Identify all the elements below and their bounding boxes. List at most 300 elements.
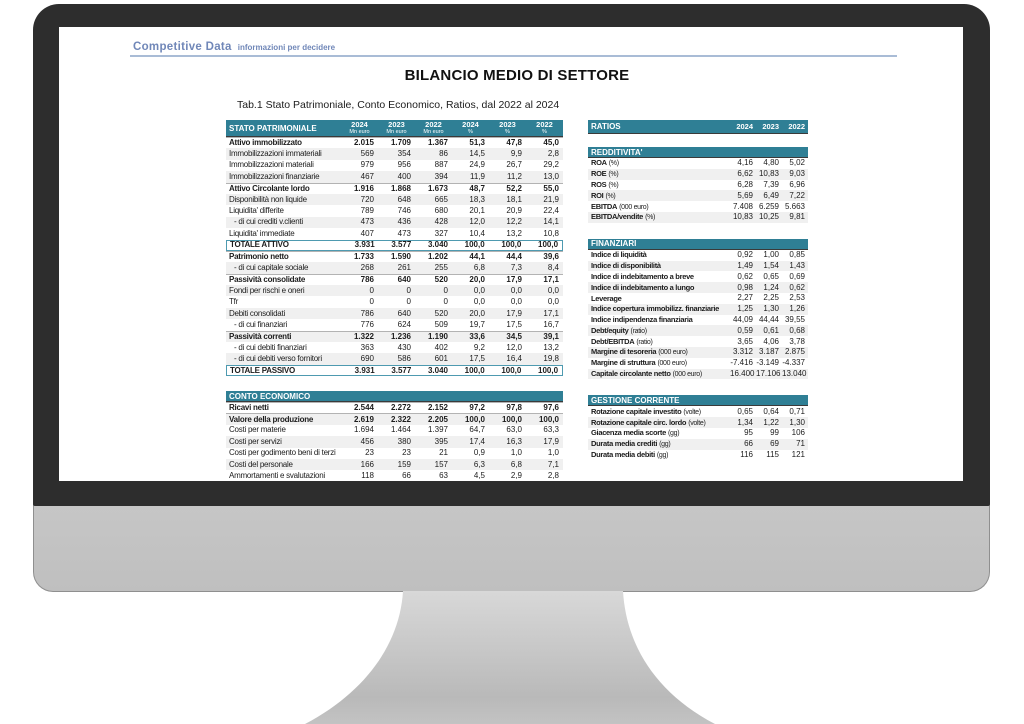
cell-value: 0: [443, 285, 448, 295]
table-row: [588, 271, 808, 282]
row-label-suffix: (gg): [659, 441, 671, 449]
table-row: [588, 261, 808, 272]
cell-value: 17,1: [543, 274, 559, 284]
row-label-suffix: (%): [645, 214, 656, 222]
row-label: Tfr: [229, 297, 239, 307]
cell-value: 1.397: [427, 425, 448, 435]
row-label: Patrimonio netto: [229, 252, 289, 262]
unit-label: %: [542, 128, 547, 135]
cell-value: 17,5: [469, 354, 485, 364]
cell-value: 20,9: [506, 206, 522, 216]
cell-value: 3.040: [427, 365, 449, 375]
cell-value: 0,62: [737, 271, 753, 281]
row-label-text: Durata media crediti: [591, 439, 658, 449]
cell-value: 2.875: [784, 347, 805, 357]
cell-value: 11,2: [507, 171, 522, 181]
cell-value: 268: [360, 262, 374, 272]
cell-value: 430: [397, 342, 411, 352]
stato-patrimoniale-table: [226, 120, 563, 376]
row-label: [588, 203, 730, 211]
row-label-suffix: (%): [608, 160, 619, 168]
cell-value: 7,39: [763, 179, 779, 189]
cell-value: 601: [434, 354, 448, 364]
cell-value: 16,4: [506, 354, 522, 364]
row-label-text: Indice di indebitamento a lungo: [591, 282, 695, 292]
cell-value: 4,80: [763, 158, 779, 168]
cell-value: 3.312: [732, 347, 753, 357]
header-rule: [130, 55, 897, 57]
cell-value: 0,69: [789, 271, 805, 281]
cell-value: 665: [434, 194, 448, 204]
cell-value: 63,0: [506, 425, 522, 435]
cell-value: 100,0: [538, 414, 559, 424]
cell-value: 6,8: [510, 459, 522, 469]
row-label-suffix: (volte): [683, 408, 701, 416]
row-label-suffix: (gg): [668, 430, 680, 438]
year-label: 2024: [351, 120, 368, 129]
cell-value: 21,9: [543, 194, 559, 204]
cell-value: 0,0: [547, 297, 559, 307]
section-title: GESTIONE CORRENTE: [591, 395, 680, 405]
cell-value: 8,4: [547, 262, 559, 272]
row-label-text: Indice di liquidità: [591, 250, 647, 260]
cell-value: 1,30: [763, 304, 779, 314]
cell-value: 23: [365, 448, 374, 458]
table-row: [226, 448, 563, 459]
cell-value: 1,26: [789, 304, 805, 314]
cell-value: 2.544: [353, 403, 374, 413]
cell-value: 6,96: [789, 179, 805, 189]
row-label-text: Rotazione capitale investito: [591, 406, 682, 416]
row-label: Disponibilità non liquide: [229, 194, 307, 204]
cell-value: 5.663: [784, 201, 805, 211]
cell-value: 0,0: [473, 285, 485, 295]
cell-value: 1,0: [510, 448, 522, 458]
cell-value: 9,2: [473, 342, 485, 352]
table-row: [226, 137, 563, 148]
cell-value: 13,2: [506, 228, 522, 238]
cell-value: 0,59: [737, 325, 753, 335]
row-label-text: Indice di indebitamento a breve: [591, 272, 694, 282]
row-label: Costi del personale: [229, 459, 293, 469]
cell-value: 1.694: [353, 425, 374, 435]
year-label: 2023: [762, 122, 779, 131]
row-label: [588, 451, 730, 459]
conto-economico-table: [226, 391, 563, 481]
section-header: [588, 147, 808, 158]
cell-value: 34,5: [506, 331, 522, 341]
cell-value: 6,28: [737, 179, 753, 189]
cell-value: 789: [360, 206, 374, 216]
cell-value: 52,2: [506, 183, 522, 193]
table-row: [226, 148, 563, 159]
cell-value: 44,44: [758, 314, 779, 324]
cell-value: 4,06: [763, 336, 779, 346]
table-row: [226, 183, 563, 194]
conto-economico-header: [226, 391, 563, 402]
cell-value: 1.322: [353, 331, 374, 341]
cell-value: 6,3: [473, 459, 485, 469]
cell-value: 17,1: [543, 308, 559, 318]
cell-value: 0,65: [763, 271, 779, 281]
cell-value: 18,1: [506, 194, 522, 204]
cell-value: 0,61: [763, 325, 779, 335]
cell-value: 1.190: [427, 331, 448, 341]
cell-value: 0,98: [737, 282, 753, 292]
row-label-text: Giacenza media scorte: [591, 428, 666, 438]
section-title: REDDITIVITA': [591, 147, 643, 157]
year-column-header: [452, 121, 489, 135]
cell-value: -4.337: [782, 358, 805, 368]
table-row: [226, 353, 563, 364]
cell-value: 1.367: [427, 138, 448, 148]
cell-value: 2.322: [390, 414, 411, 424]
row-label: [588, 192, 730, 200]
cell-value: 327: [434, 228, 448, 238]
table-row: [226, 228, 563, 239]
row-label-text: Indice indipendenza finanziaria: [591, 315, 693, 325]
row-label: Liquidita' immediate: [229, 228, 295, 238]
cell-value: 66: [402, 471, 411, 481]
cell-value: 100,0: [538, 365, 559, 375]
cell-value: 9,81: [789, 212, 805, 222]
row-label: Liquidita' differite: [229, 206, 284, 216]
table-row: [588, 201, 808, 212]
cell-value: 5,69: [737, 190, 753, 200]
cell-value: 1,22: [763, 417, 779, 427]
table-row: [588, 336, 808, 347]
year-column-header: [489, 121, 526, 135]
ratios-section: [588, 147, 808, 223]
row-label-text: Margine di tesoreria: [591, 347, 657, 357]
cell-value: 0,9: [473, 448, 485, 458]
table-row: [226, 251, 563, 262]
cell-value: 0,68: [789, 325, 805, 335]
ratios-section: [588, 395, 808, 460]
row-label: - di cui finanziari: [234, 319, 288, 329]
row-label: Ricavi netti: [229, 403, 269, 413]
cell-value: 20,0: [469, 308, 485, 318]
cell-value: 402: [434, 342, 448, 352]
table-row: [588, 169, 808, 180]
table-row: [588, 406, 808, 417]
row-label-text: ROI: [591, 190, 604, 200]
cell-value: 17.106: [756, 368, 781, 378]
row-label: TOTALE ATTIVO: [230, 240, 289, 250]
cell-value: 255: [434, 262, 448, 272]
table-row: [588, 358, 808, 369]
year-column-header: [341, 121, 378, 135]
cell-value: 69: [770, 439, 779, 449]
table-row: [226, 160, 563, 171]
ratios-section: [588, 239, 808, 380]
row-label-text: Capitale circolante netto: [591, 368, 671, 378]
cell-value: 1,43: [789, 260, 805, 270]
row-label-text: Margine di struttura: [591, 358, 656, 368]
cell-value: 20,1: [469, 206, 485, 216]
ratios-sections: [588, 147, 808, 460]
cell-value: 0,0: [510, 285, 522, 295]
table-row: [588, 190, 808, 201]
cell-value: 1,49: [737, 260, 753, 270]
cell-value: 100,0: [464, 240, 485, 250]
table-row: [588, 369, 808, 380]
row-label-text: Indice di disponibilità: [591, 261, 661, 271]
stato-patrimoniale-rows: [226, 137, 563, 376]
cell-value: 1.590: [390, 252, 411, 262]
year-column-header: [378, 121, 415, 135]
cell-value: 44,1: [469, 252, 485, 262]
row-label-suffix: (gg): [656, 451, 669, 459]
row-label: Attivo Circolante lordo: [229, 183, 310, 193]
cell-value: 97,2: [469, 403, 485, 413]
cell-value: 17,5: [506, 319, 522, 329]
row-label: Costi per materie: [229, 425, 286, 435]
cell-value: 121: [791, 449, 805, 459]
ratios-table: [588, 120, 808, 460]
cell-value: 97,8: [506, 403, 522, 413]
cell-value: 786: [360, 308, 374, 318]
cell-value: 0,0: [473, 297, 485, 307]
row-label: Immobilizzazioni immateriali: [229, 149, 322, 159]
cell-value: 3.187: [758, 347, 779, 357]
cell-value: 887: [434, 160, 448, 170]
table-row: [588, 158, 808, 169]
table-row: [588, 293, 808, 304]
cell-value: 4,16: [737, 158, 753, 168]
cell-value: 1,00: [763, 250, 779, 260]
row-label-text: Debt/equity: [591, 325, 629, 335]
row-label: Valore della produzione: [229, 414, 314, 424]
cell-value: 0,85: [789, 250, 805, 260]
cell-value: 51,3: [469, 138, 485, 148]
cell-value: 0,0: [547, 285, 559, 295]
cell-value: 3.931: [354, 365, 375, 375]
row-label-text: Indice copertura immobilizz. finanziarie: [591, 304, 720, 314]
cell-value: 7.408: [732, 201, 753, 211]
table-row: [226, 459, 563, 470]
cell-value: 746: [397, 206, 411, 216]
cell-value: 100,0: [464, 365, 485, 375]
cell-value: 11,9: [470, 171, 485, 181]
row-label: [588, 284, 730, 292]
cell-value: 100,0: [538, 240, 559, 250]
cell-value: 956: [397, 160, 411, 170]
cell-value: 47,8: [506, 138, 522, 148]
cell-value: 99: [770, 428, 779, 438]
cell-value: 12,0: [469, 217, 485, 227]
row-label-suffix: (ratio): [630, 327, 647, 335]
row-label: [588, 170, 730, 178]
row-label-suffix: (%): [608, 181, 619, 189]
cell-value: 6,49: [763, 190, 779, 200]
row-label: [588, 338, 730, 346]
cell-value: 380: [397, 436, 411, 446]
year-label: 2024: [736, 122, 753, 131]
cell-value: 9,03: [789, 169, 805, 179]
table-row: [226, 436, 563, 447]
cell-value: 21: [439, 448, 448, 458]
table-title: RATIOS: [591, 122, 621, 131]
cell-value: 17,4: [469, 436, 485, 446]
cell-value: 2.205: [427, 414, 448, 424]
cell-value: 106: [791, 428, 805, 438]
unit-label: Mn euro: [386, 128, 407, 135]
ratios-header: [588, 120, 808, 134]
row-label: [588, 316, 730, 324]
cell-value: -3.149: [756, 358, 779, 368]
section-title: FINANZIARI: [591, 239, 637, 249]
cell-value: 0,64: [763, 406, 779, 416]
cell-value: 13.040: [782, 368, 807, 378]
cell-value: 20,0: [469, 274, 485, 284]
monitor-screen: [59, 27, 963, 481]
cell-value: 16,3: [506, 436, 522, 446]
row-label-text: EBITDA: [591, 201, 618, 211]
table-row: [226, 285, 563, 296]
cell-value: 407: [360, 228, 374, 238]
cell-value: 3,65: [737, 336, 753, 346]
cell-value: 2,9: [510, 471, 522, 481]
row-label-text: Leverage: [591, 293, 622, 303]
row-label: - di cui debiti verso fornitori: [234, 354, 322, 364]
cell-value: 2,8: [547, 471, 559, 481]
unit-label: %: [505, 128, 510, 135]
table-row: [226, 171, 563, 182]
cell-value: 690: [360, 354, 374, 364]
row-label-text: EBITDA/vendite: [591, 212, 644, 222]
monitor-stand: [290, 591, 730, 724]
cell-value: 3,78: [789, 336, 805, 346]
table-row: [226, 308, 563, 319]
row-label-suffix: (000 euro): [657, 360, 687, 368]
cell-value: 118: [361, 471, 374, 481]
table-row: [588, 315, 808, 326]
table-row: [226, 470, 563, 481]
cell-value: 66: [744, 439, 753, 449]
cell-value: 16.400: [730, 368, 755, 378]
row-label: Attivo immobilizzato: [229, 138, 302, 148]
cell-value: 3.577: [391, 240, 412, 250]
cell-value: 39,55: [784, 314, 805, 324]
table-row: [226, 365, 563, 376]
brand-tagline: informazioni per decidere: [237, 43, 336, 52]
cell-value: 100,0: [464, 414, 485, 424]
cell-value: 17,9: [506, 308, 522, 318]
cell-value: 1,24: [763, 282, 779, 292]
row-label: [588, 273, 730, 281]
table-row: [226, 262, 563, 273]
row-label-text: Durata media debiti: [591, 449, 655, 459]
stato-patrimoniale-header: [226, 120, 563, 137]
table-row: [588, 180, 808, 191]
row-label-suffix: (%): [605, 192, 616, 200]
row-label-suffix: (ratio): [636, 338, 653, 346]
cell-value: 10,4: [469, 228, 485, 238]
row-label: [588, 419, 730, 427]
cell-value: 48,7: [469, 183, 485, 193]
cell-value: 10,83: [758, 169, 779, 179]
row-label-text: ROS: [591, 179, 607, 189]
table-row: [588, 212, 808, 223]
cell-value: -7.416: [730, 358, 753, 368]
cell-value: 520: [434, 274, 448, 284]
cell-value: 0: [369, 285, 374, 295]
cell-value: 39,1: [543, 331, 559, 341]
cell-value: 586: [397, 354, 411, 364]
row-label: Costi per godimento beni di terzi: [229, 448, 336, 458]
table-row: [588, 250, 808, 261]
cell-value: 0: [443, 297, 448, 307]
row-label: Debiti consolidati: [229, 308, 285, 318]
cell-value: 354: [397, 149, 411, 159]
cell-value: 97,6: [543, 403, 559, 413]
unit-label: %: [468, 128, 473, 135]
cell-value: 14,1: [543, 217, 559, 227]
row-label: [588, 359, 730, 367]
table-row: [226, 402, 563, 413]
section-header: [588, 239, 808, 250]
table-row: [588, 304, 808, 315]
year-label: 2022: [425, 120, 442, 129]
cell-value: 2.272: [390, 403, 411, 413]
row-label: [588, 262, 730, 270]
row-label: - di cui crediti v.clienti: [234, 217, 303, 227]
table-row: [588, 282, 808, 293]
cell-value: 1,54: [763, 260, 779, 270]
cell-value: 467: [360, 171, 374, 181]
cell-value: 7,3: [510, 262, 522, 272]
table-row: [588, 439, 808, 450]
cell-value: 520: [434, 308, 448, 318]
row-label-text: ROA: [591, 158, 607, 168]
cell-value: 6,62: [737, 169, 753, 179]
cell-value: 7,22: [789, 190, 805, 200]
table-row: [588, 450, 808, 461]
cell-value: 6.259: [758, 201, 779, 211]
cell-value: 786: [360, 274, 374, 284]
table-row: [226, 342, 563, 353]
table-title: CONTO ECONOMICO: [229, 391, 311, 401]
row-label: [588, 440, 730, 448]
row-label: [588, 429, 730, 437]
row-label-suffix: (000 euro): [672, 370, 702, 378]
year-column-header: [526, 121, 563, 135]
cell-value: 63,3: [543, 425, 559, 435]
cell-value: 720: [360, 194, 374, 204]
cell-value: 157: [434, 459, 448, 469]
cell-value: 569: [360, 149, 374, 159]
cell-value: 71: [796, 439, 805, 449]
row-label: Ammortamenti e svalutazioni: [229, 471, 325, 481]
table-row: [226, 274, 563, 285]
cell-value: 2,53: [789, 293, 805, 303]
year-column-headers: [341, 121, 563, 135]
cell-value: 4,5: [473, 471, 485, 481]
cell-value: 2.152: [427, 403, 448, 413]
year-label: 2022: [536, 120, 553, 129]
brand-name: Competitive Data: [133, 41, 232, 53]
table-title: STATO PATRIMONIALE: [229, 123, 317, 133]
cell-value: 473: [397, 228, 411, 238]
row-label: [588, 370, 730, 378]
cell-value: 0,71: [789, 406, 805, 416]
cell-value: 19,8: [543, 354, 559, 364]
cell-value: 19,7: [469, 319, 485, 329]
cell-value: 2.619: [353, 414, 374, 424]
cell-value: 428: [434, 217, 448, 227]
cell-value: 436: [397, 217, 411, 227]
